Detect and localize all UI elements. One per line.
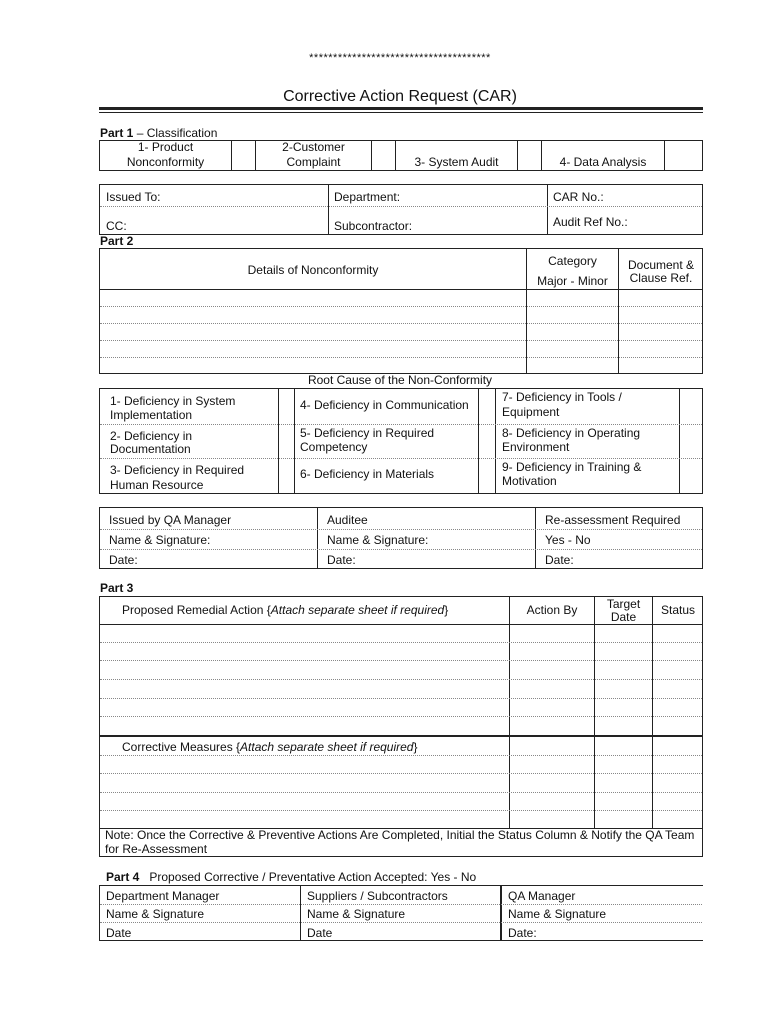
root-cause-2-line2: Documentation bbox=[110, 442, 191, 456]
option-data-analysis: 4- Data Analysis bbox=[559, 155, 647, 169]
target-date-header-line1: Target bbox=[606, 597, 641, 611]
checkbox-customer[interactable] bbox=[372, 141, 394, 170]
remedial-action-field[interactable] bbox=[100, 625, 509, 735]
root-cause-2-line1: 2- Deficiency in bbox=[110, 429, 193, 443]
root-cause-9-line1: 9- Deficiency in Training & bbox=[502, 460, 642, 474]
root-cause-4: 4- Deficiency in Communication bbox=[300, 398, 469, 412]
checkbox-system-audit[interactable] bbox=[518, 141, 540, 170]
note-line1: Note: Once the Corrective & Preventive Actions Are Completed, Initial the Status Column & Notify the QA Team bbox=[105, 828, 695, 842]
auditee-date-label: Date: bbox=[327, 553, 356, 567]
root-cause-7-line1: 7- Deficiency in Tools / bbox=[502, 390, 622, 404]
root-cause-5-checkbox[interactable] bbox=[479, 425, 495, 458]
root-cause-9-line2: Motivation bbox=[502, 474, 557, 488]
auditee-label: Auditee bbox=[327, 513, 368, 527]
issued-by-signature-label: Name & Signature: bbox=[109, 533, 211, 547]
audit-ref-label: Audit Ref No.: bbox=[553, 215, 628, 229]
major-minor-header: Major - Minor bbox=[537, 274, 608, 288]
part4-acceptance-text: Proposed Corrective / Preventative Action Accepted: Yes - No bbox=[149, 870, 477, 884]
dept-manager-signature-label: Name & Signature bbox=[106, 907, 205, 921]
department-label: Department: bbox=[334, 190, 401, 204]
subcontractor-label: Subcontractor: bbox=[334, 219, 413, 233]
root-cause-8-checkbox[interactable] bbox=[680, 425, 702, 458]
checkbox-data-analysis[interactable] bbox=[665, 141, 702, 170]
suppliers-date-label: Date bbox=[307, 926, 333, 940]
dept-manager-label: Department Manager bbox=[106, 889, 220, 903]
suppliers-signature-label: Name & Signature bbox=[307, 907, 406, 921]
option-product-line2: Nonconformity bbox=[126, 155, 205, 169]
root-cause-8-line1: 8- Deficiency in Operating bbox=[502, 426, 641, 440]
root-cause-title: Root Cause of the Non-Conformity bbox=[307, 373, 493, 387]
issued-by-date-label: Date: bbox=[109, 553, 138, 567]
suppliers-label: Suppliers / Subcontractors bbox=[307, 889, 448, 903]
action-by-header: Action By bbox=[526, 603, 578, 617]
part2-heading: Part 2 bbox=[100, 234, 134, 248]
corrective-measures-header: Corrective Measures {Attach separate sheet if required} bbox=[122, 740, 418, 754]
option-customer-line2: Complaint bbox=[286, 155, 341, 169]
category-header: Category bbox=[548, 254, 597, 268]
root-cause-6-checkbox[interactable] bbox=[479, 459, 495, 493]
checkbox-product[interactable] bbox=[232, 141, 254, 170]
root-cause-7-checkbox[interactable] bbox=[680, 389, 702, 424]
doc-ref-header-line1: Document & bbox=[627, 258, 695, 272]
car-no-label: CAR No.: bbox=[553, 190, 604, 204]
qa-manager-label: QA Manager bbox=[508, 889, 576, 903]
reassessment-date-label: Date: bbox=[545, 553, 574, 567]
doc-ref-field[interactable] bbox=[619, 290, 702, 373]
title-rule-thin bbox=[99, 112, 703, 113]
part3-heading: Part 3 bbox=[100, 581, 134, 595]
part1-heading: Part 1 – Classification bbox=[100, 126, 218, 140]
cc-label: CC: bbox=[106, 219, 127, 233]
qa-manager-signature-label: Name & Signature bbox=[508, 907, 607, 921]
title-rule bbox=[99, 107, 703, 110]
target-date-field[interactable] bbox=[595, 625, 652, 735]
reassessment-label: Re-assessment Required bbox=[545, 513, 681, 527]
root-cause-8-line2: Environment bbox=[502, 440, 570, 454]
root-cause-9-checkbox[interactable] bbox=[680, 459, 702, 493]
root-cause-1-checkbox[interactable] bbox=[279, 389, 294, 424]
nonconformity-details-field[interactable] bbox=[100, 290, 526, 373]
root-cause-6: 6- Deficiency in Materials bbox=[300, 467, 435, 481]
header-stars: ************************************** bbox=[309, 52, 491, 64]
root-cause-1-line1: 1- Deficiency in System bbox=[110, 394, 236, 408]
issued-to-label: Issued To: bbox=[106, 190, 161, 204]
details-header: Details of Nonconformity bbox=[247, 263, 379, 277]
remedial-action-header: Proposed Remedial Action {Attach separate sheet if required} bbox=[122, 603, 449, 617]
action-by-field[interactable] bbox=[510, 625, 594, 735]
target-date-header-line2: Date bbox=[610, 610, 637, 624]
root-cause-3-line1: 3- Deficiency in Required bbox=[110, 463, 245, 477]
root-cause-3-line2: Human Resource bbox=[110, 478, 204, 492]
dept-manager-date-label: Date bbox=[106, 926, 132, 940]
doc-ref-header-line2: Clause Ref. bbox=[629, 271, 693, 285]
note-line2: for Re-Assessment bbox=[105, 842, 208, 856]
auditee-signature-label: Name & Signature: bbox=[327, 533, 429, 547]
corrective-target-date-field[interactable] bbox=[595, 756, 652, 828]
corrective-measures-field[interactable] bbox=[100, 756, 509, 828]
root-cause-5-line2: Competency bbox=[300, 440, 368, 454]
corrective-status-field[interactable] bbox=[653, 756, 702, 828]
reassessment-yes-no[interactable]: Yes - No bbox=[545, 533, 591, 547]
root-cause-7-line2: Equipment bbox=[502, 405, 560, 419]
status-field[interactable] bbox=[653, 625, 702, 735]
issued-by-label: Issued by QA Manager bbox=[109, 513, 232, 527]
root-cause-1-line2: Implementation bbox=[110, 408, 193, 422]
root-cause-2-checkbox[interactable] bbox=[279, 425, 294, 458]
root-cause-5-line1: 5- Deficiency in Required bbox=[300, 426, 435, 440]
category-field[interactable] bbox=[527, 290, 618, 373]
qa-manager-date-label: Date: bbox=[508, 926, 537, 940]
page-title: Corrective Action Request (CAR) bbox=[283, 88, 517, 105]
part4-heading: Part 4 Proposed Corrective / Preventative Action Accepted: Yes - No bbox=[106, 870, 477, 884]
root-cause-4-checkbox[interactable] bbox=[479, 389, 495, 424]
corrective-action-by-field[interactable] bbox=[510, 756, 594, 828]
status-header: Status bbox=[660, 603, 696, 617]
option-system-audit: 3- System Audit bbox=[414, 155, 499, 169]
root-cause-3-checkbox[interactable] bbox=[279, 459, 294, 493]
option-product-line1: 1- Product bbox=[137, 140, 194, 154]
option-customer-line1: 2-Customer bbox=[282, 140, 345, 154]
